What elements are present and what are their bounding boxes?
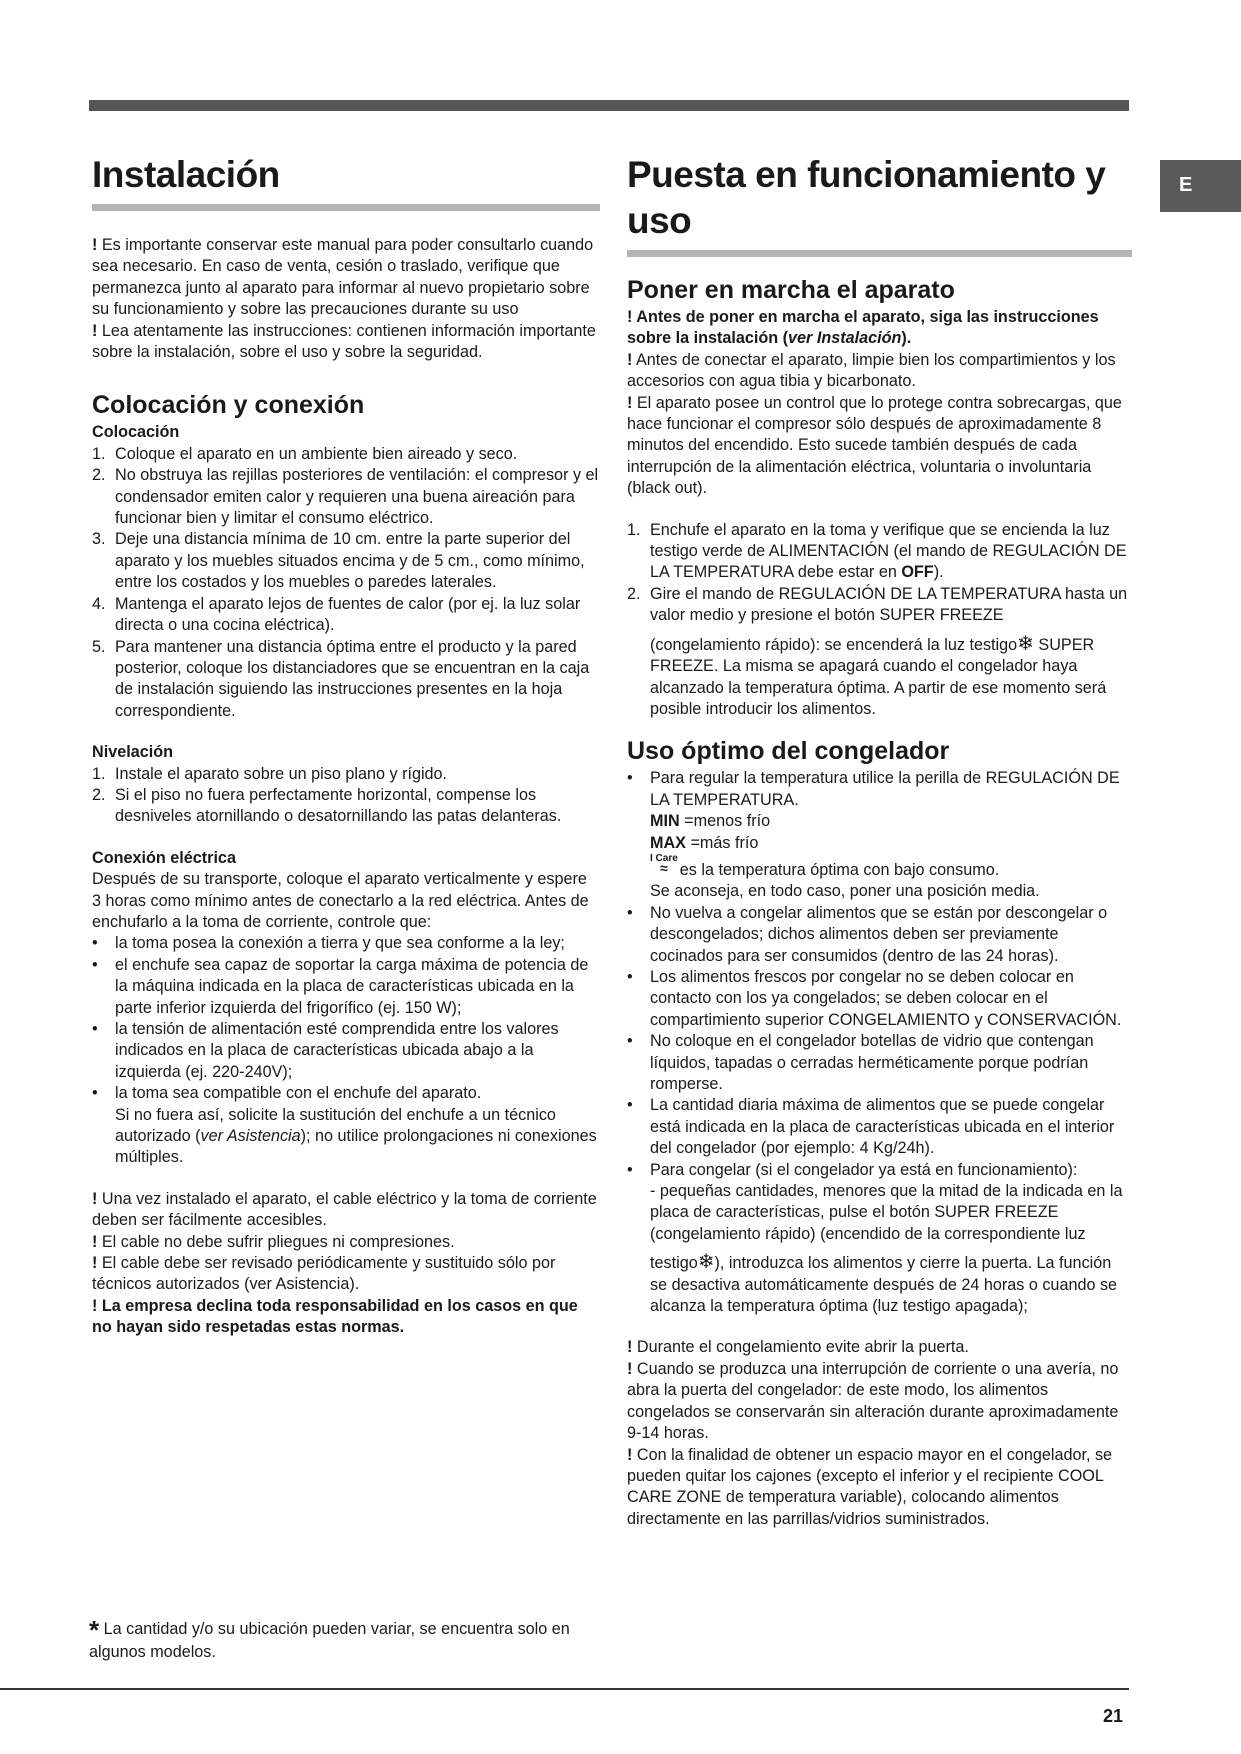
end-note-3: ! Con la finalidad de obtener un espacio mayor en el congelador, se pueden quitar los cajones (excepto el inferior y el recipiente COOL CARE ZONE de temperatura variable), colocando alimentos directamente en las parrillas/vidrios suministrados. <box>627 1445 1113 1528</box>
list-item: 1. Instale el aparato sobre un piso plano y rígido. <box>92 764 448 783</box>
list-item: • Para congelar (si el congelador ya está en funcionamiento): - pequeñas cantidades, menores que la mitad de la indicada en la placa de características, pulse el botón SUPER FREEZE (congelamiento rápido) (encendido de la correspondiente luz testigo❄), introduzca los alimentos y cierre la puerta. La función se desactiva automáticamente después de 24 horas o cuando se alcanza la temperatura óptima (luz testigo apagada); <box>627 1160 1123 1316</box>
snowflake-icon: ❄ <box>1017 632 1034 655</box>
start-instruction: ! Antes de poner en marcha el aparato, siga las instrucciones sobre la instalación (ver Instalación). <box>627 308 1099 348</box>
warning-3: ! El cable debe ser revisado periódicamente y sustituido sólo por técnicos autorizados (ver Asistencia). <box>92 1254 556 1294</box>
language-tab-label: E <box>1179 174 1193 196</box>
placement-subheading: Colocación <box>92 423 180 442</box>
leveling-subheading: Nivelación <box>92 743 173 762</box>
list-item: • Para regular la temperatura utilice la perilla de REGULACIÓN DE LA TEMPERATURA. MIN =menos frío MAX =más frío I Care ≈ es la temperatura óptima con bajo consumo. Se aconseja, en todo caso, poner una posición media. <box>627 769 1120 901</box>
list-item: 1. Coloque el aparato en un ambiente bien aireado y seco. <box>92 444 518 463</box>
list-item: • Los alimentos frescos por congelar no se deben colocar en contacto con los ya congelados; se deben colocar en el compartimiento superior CONGELAMIENTO y CONSERVACIÓN. <box>627 967 1122 1029</box>
asterisk-icon: * <box>89 1615 100 1645</box>
list-item: 4. Mantenga el aparato lejos de fuentes de calor (por ej. la luz solar directa o una cocina eléctrica). <box>92 594 581 635</box>
installation-title: Instalación <box>92 152 600 211</box>
liability-warning: ! La empresa declina toda responsabilidad en los casos en que no hayan sido respetadas estas normas. <box>92 1296 578 1337</box>
list-item: 2. No obstruya las rejillas posteriores de ventilación: el compresor y el condensador emiten calor y requieren una buena aireación para funcionar bien y limitar el consumo eléctrico. <box>92 466 599 528</box>
language-tab <box>1160 160 1241 212</box>
intro-paragraph-1: ! Es importante conservar este manual para poder consultarlo cuando sea necesario. En caso de venta, cesión o traslado, verifique que permanezca junto al aparato para informar al nuevo propietario sobre su funcionamiento y sobre las precauciones durante su uso <box>92 236 594 319</box>
start-heading: Poner en marcha el aparato <box>627 276 955 304</box>
list-item: • La cantidad diaria máxima de alimentos que se puede congelar está indicada en la placa de características ubicada en el interior del congelador (por ejemplo: 4 Kg/24h). <box>627 1096 1115 1158</box>
bottom-rule <box>0 1688 1129 1690</box>
start-note-1: ! Antes de conectar el aparato, limpie bien los compartimientos y los accesorios con agua tibia y bicarbonato. <box>627 350 1116 391</box>
freezer-heading: Uso óptimo del congelador <box>627 737 950 766</box>
footnote <box>89 1615 604 1663</box>
list-item: 5. Para mantener una distancia óptima entre el producto y la pared posterior, coloque los distanciadores que se encuentran en la caja de instalación siguiendo las instrucciones presentes en la hoja correspondiente. <box>92 637 590 720</box>
list-item: 1. Enchufe el aparato en la toma y verifique que se encienda la luz testigo verde de ALIMENTACIÓN (el mando de REGULACIÓN DE LA TEMPERATURA debe estar en OFF). <box>627 520 1127 582</box>
end-note-1: ! Durante el congelamiento evite abrir la puerta. <box>627 1338 969 1357</box>
start-note-2: ! El aparato posee un control que lo protege contra sobrecargas, que hace funcionar el compresor sólo después de aproximadamente 8 minutos del encendido. Esto sucede también después de cada interrupción de la alimentación eléctrica, voluntaria o involuntaria (black out). <box>627 393 1122 498</box>
list-item: • la tensión de alimentación esté comprendida entre los valores indicados en la placa de características ubicada abajo a la izquierda (ej. 220-240V); <box>92 1020 559 1081</box>
list-item: • la toma posea la conexión a tierra y que sea conforme a la ley; <box>92 934 565 953</box>
footnote-text: La cantidad y/o su ubicación pueden variar, se encuentra solo en algunos modelos. <box>89 1620 570 1661</box>
freezer-list <box>627 768 1132 1317</box>
electric-subheading: Conexión eléctrica <box>92 848 236 867</box>
snowflake-icon: ❄ <box>697 1251 715 1274</box>
electric-intro: Después de su transporte, coloque el aparato verticalmente y espere 3 horas como mínimo antes de conectarlo a la red eléctrica. Antes de enchufarlo a la toma de corriente, controle que: <box>92 870 589 931</box>
start-steps <box>627 520 1132 721</box>
list-item: • la toma sea compatible con el enchufe del aparato. <box>92 1084 482 1103</box>
list-item: 2. Si el piso no fuera perfectamente horizontal, compense los desniveles atornillando o desatornillando las patas delanteras. <box>92 785 562 826</box>
page-number: 21 <box>1103 1706 1124 1726</box>
intro-paragraph-2: ! Lea atentamente las instrucciones: contienen información importante sobre la instalación, sobre el uso y sobre la seguridad. <box>92 321 596 362</box>
warning-1: ! Una vez instalado el aparato, el cable eléctrico y la toma de corriente deben ser fácilmente accesibles. <box>92 1189 597 1230</box>
end-note-2: ! Cuando se produzca una interrupción de corriente o una avería, no abra la puerta del congelador: de este modo, los alimentos congelados se conservarán sin alteración durante aproximadamente 9-14 horas. <box>627 1359 1119 1443</box>
right-column <box>627 152 1132 1530</box>
placement-heading: Colocación y conexión <box>92 391 365 420</box>
usage-title: Puesta en funcionamiento y uso <box>627 152 1132 257</box>
electric-checklist <box>92 933 600 1104</box>
placement-list <box>92 444 600 722</box>
top-rule <box>89 100 1129 111</box>
list-item: • No coloque en el congelador botellas de vidrio que contengan líquidos, tapadas o cerradas herméticamente porque podrían romperse. <box>627 1032 1094 1093</box>
left-column <box>92 152 600 1339</box>
list-item: 3. Deje una distancia mínima de 10 cm. entre la parte superior del aparato y los muebles situados encima y de 5 cm., como mínimo, entre los costados y los muebles o paredes laterales. <box>92 530 585 592</box>
electric-note: Si no fuera así, solicite la sustitución del enchufe a un técnico autorizado (ver Asistencia); no utilice prolongaciones ni conexiones múltiples. <box>115 1105 597 1167</box>
list-item: • el enchufe sea capaz de soportar la carga máxima de potencia de la máquina indicada en la placa de características ubicada en la parte inferior izquierda del frigorífico (ej. 150 W); <box>92 955 589 1017</box>
list-item: 2. Gire el mando de REGULACIÓN DE LA TEMPERATURA hasta un valor medio y presione el botón SUPER FREEZE (congelamiento rápido): se encenderá la luz testigo❄ SUPER FREEZE. La misma se apagará cuando el congelador haya alcanzado la temperatura óptima. A partir de ese momento será posible introducir los alimentos. <box>627 584 1128 718</box>
leveling-list <box>92 764 600 828</box>
i-care-icon: I Care ≈ <box>650 852 678 876</box>
warning-2: ! El cable no debe sufrir pliegues ni compresiones. <box>92 1232 455 1251</box>
list-item: • No vuelva a congelar alimentos que se están por descongelar o descongelados; dichos alimentos deben ser previamente cocinados para ser consumidos (dentro de las 24 horas). <box>627 903 1108 965</box>
